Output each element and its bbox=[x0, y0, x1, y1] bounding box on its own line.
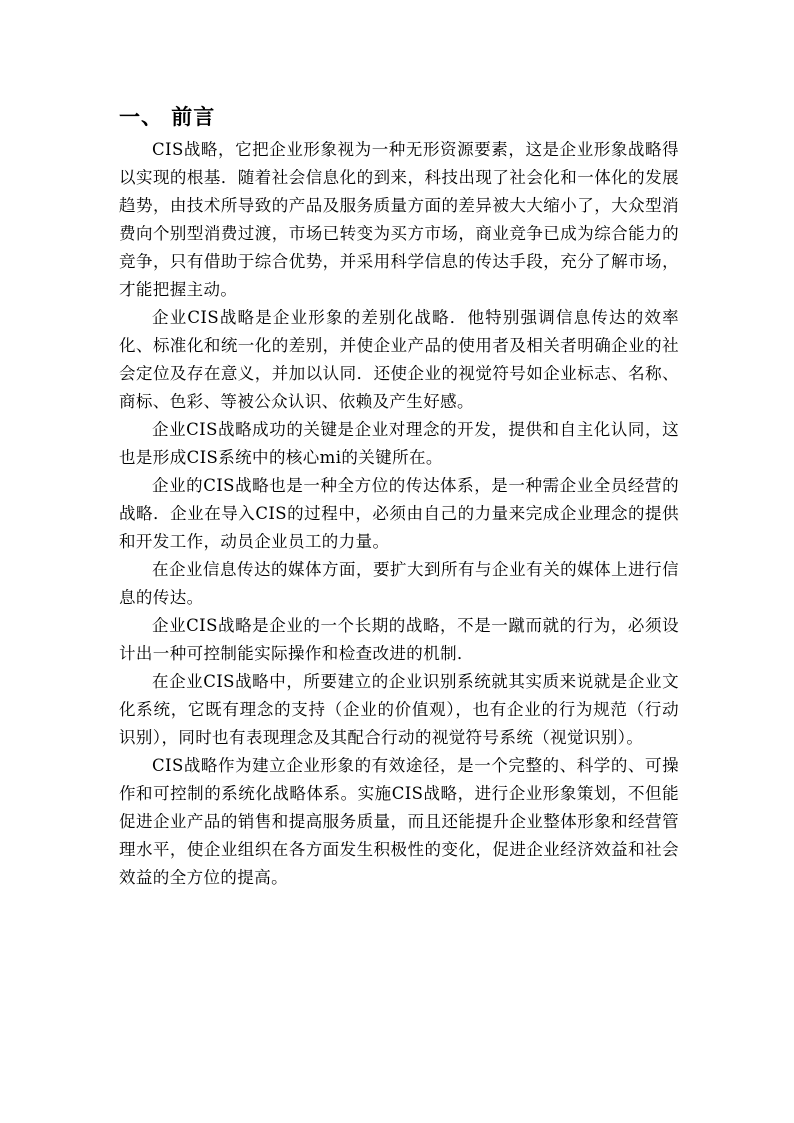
paragraph-3: 企业CIS战略成功的关键是企业对理念的开发，提供和自主化认同，这也是形成CIS系统中的核心mi的关键所在。 bbox=[119, 420, 679, 467]
paragraph-6: 企业CIS战略是企业的一个长期的战略，不是一蹴而就的行为，必须设计出一种可控制能实际操作和检查改进的机制． bbox=[119, 616, 679, 663]
section-heading: 一、 前言 bbox=[119, 105, 216, 129]
paragraph-4: 企业的CIS战略也是一种全方位的传达体系，是一种需企业全员经营的战略．企业在导入CIS的过程中，必须由自己的力量来完成企业理念的提供和开发工作，动员企业员工的力量。 bbox=[119, 476, 679, 551]
paragraph-5: 在企业信息传达的媒体方面，要扩大到所有与企业有关的媒体上进行信息的传达。 bbox=[119, 560, 679, 607]
paragraph-7: 在企业CIS战略中，所要建立的企业识别系统就其实质来说就是企业文化系统，它既有理念的支持（企业的价值观），也有企业的行为规范（行动识别），同时也有表现理念及其配合行动的视觉符号系统（视觉识别）。 bbox=[119, 672, 679, 747]
document-body bbox=[119, 100, 679, 892]
paragraph-1: CIS战略，它把企业形象视为一种无形资源要素，这是企业形象战略得以实现的根基．随着社会信息化的到来，科技出现了社会化和一体化的发展趋势，由技术所导致的产品及服务质量方面的差异被大大缩小了，大众型消费向个别型消费过渡，市场已转变为买方市场，商业竞争已成为综合能力的竞争，只有借助于综合优势，并采用科学信息的传达手段，充分了解市场，才能把握主动。 bbox=[119, 140, 679, 299]
paragraph-2: 企业CIS战略是企业形象的差别化战略．他特别强调信息传达的效率化、标准化和统一化的差别，并使企业产品的使用者及相关者明确企业的社会定位及存在意义，并加以认同．还使企业的视觉符号如企业标志、名称、商标、色彩、等被公众认识、依赖及产生好感。 bbox=[119, 308, 679, 411]
paragraph-8: CIS战略作为建立企业形象的有效途径，是一个完整的、科学的、可操作和可控制的系统化战略体系。实施CIS战略，进行企业形象策划，不但能促进企业产品的销售和提高服务质量，而且还能提升企业整体形象和经营管理水平，使企业组织在各方面发生积极性的变化，促进企业经济效益和社会效益的全方位的提高。 bbox=[119, 756, 679, 887]
